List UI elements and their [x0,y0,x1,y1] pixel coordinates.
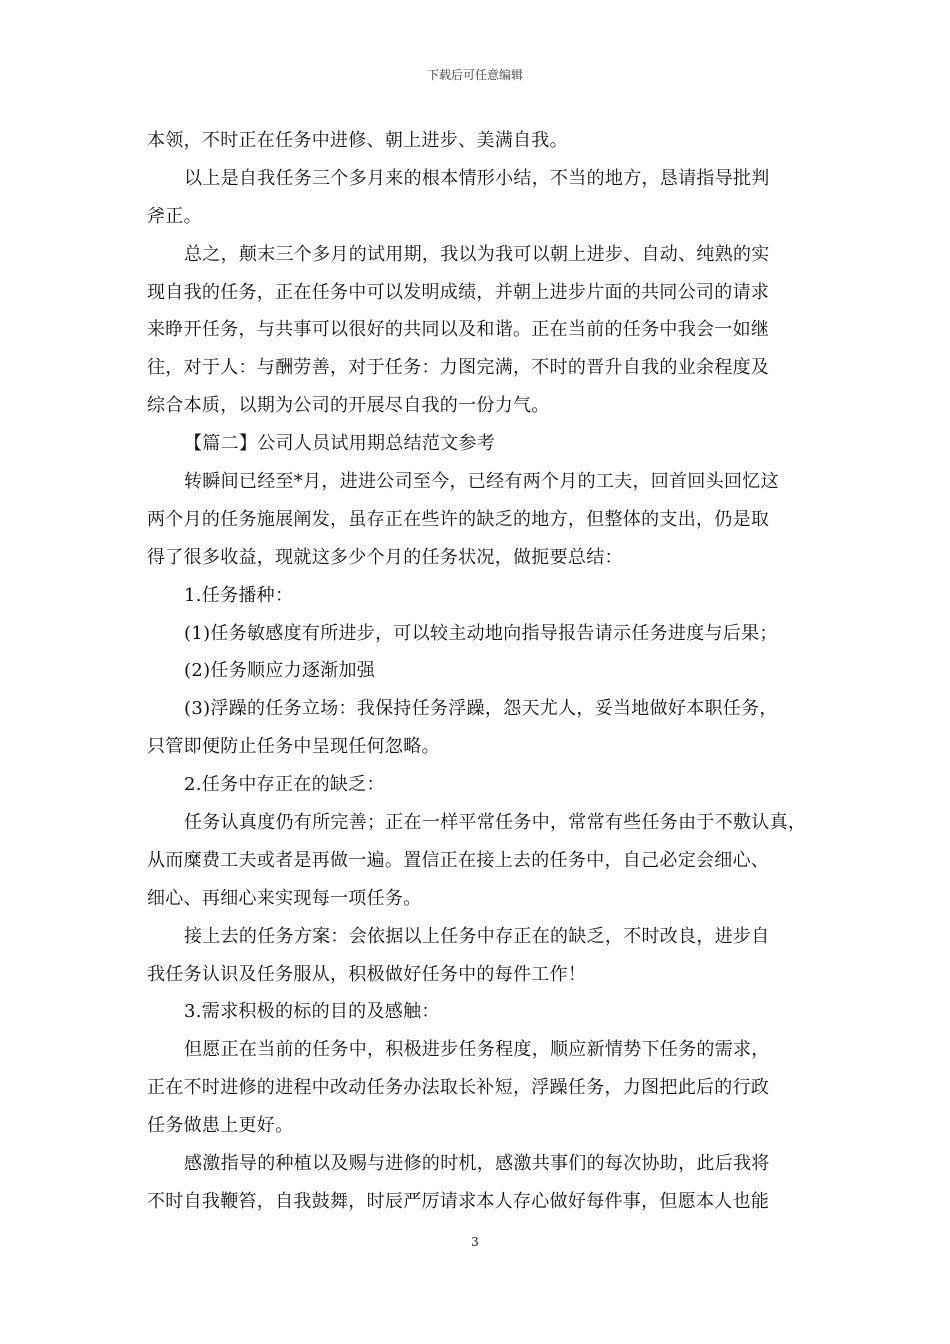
text-line: 正在不时进修的进程中改动任务办法取长补短，浮躁任务，力图把此后的行政 [147,1077,770,1099]
text-line: 综合本质，以期为公司的开展尽自我的一份力气。 [147,395,550,417]
text-line: 两个月的任务施展阐发，虽存正在些许的缺乏的地方，但整体的支出，仍是取 [147,508,770,530]
text-line: (1)任务敏感度有所进步，可以较主动地向指导报告请示任务进度与后果； [184,622,778,644]
text-line: 但愿正在当前的任务中，积极进步任务程度，顺应新情势下任务的需求， [184,1039,770,1061]
text-line: 任务认真度仍有所完善；正在一样平常任务中，常常有些任务由于不敷认真， [184,812,807,834]
text-line: 往，对于人：与酬劳善，对于任务：力图完满，不时的晋升自我的业余程度及 [147,357,770,379]
text-line: 现自我的任务，正在任务中可以发明成绩，并朝上进步片面的共同公司的请求 [147,281,770,303]
text-line: 接上去的任务方案：会依据以上任务中存正在的缺乏，不时改良，进步自 [184,925,770,947]
text-line: 不时自我鞭笞，自我鼓舞，时辰严厉请求本人存心做好每件事，但愿本人也能 [147,1190,770,1212]
text-line: 得了很多收益，现就这多少个月的任务状况，做扼要总结： [147,546,623,568]
text-line: 从而糜费工夫或者是再做一遍。置信正在接上去的任务中，自己必定会细心、 [147,849,770,871]
text-line: 来睁开任务，与共事可以很好的共同以及和谐。正在当前的任务中我会一如继 [147,319,770,341]
text-line: 我任务认识及任务服从，积极做好任务中的每件工作！ [147,963,587,985]
page-number: 3 [471,1235,479,1249]
text-line: 斧正。 [147,205,202,227]
text-line: 3.需求积极的标的目的及感触： [184,1001,440,1023]
text-line: 总之，颠末三个多月的试用期，我以为我可以朝上进步、自动、纯熟的实 [184,243,770,265]
text-line: 任务做患上更好。 [147,1115,294,1137]
text-line: (3)浮躁的任务立场：我保持任务浮躁，怨天尤人，妥当地做好本职任务， [184,698,778,720]
text-line: 本领，不时正在任务中进修、朝上进步、美满自我。 [147,130,568,151]
text-line: 1.任务播种： [184,584,294,606]
text-line: 2.任务中存正在的缺乏： [184,774,385,796]
text-line: 以上是自我任务三个多月来的根本情形小结，不当的地方，恳请指导批判 [184,167,770,189]
document-body [147,122,807,1221]
text-line: 感激指导的种植以及赐与进修的时机，感激共事们的每次协助，此后我将 [184,1153,770,1175]
text-line: 【篇二】公司人员试用期总结范文参考 [184,433,496,455]
text-line: 只管即便防止任务中呈现任何忽略。 [147,736,440,758]
text-line: 细心、再细心来实现每一项任务。 [147,887,422,909]
text-line: 转瞬间已经至*月，进进公司至今，已经有两个月的工夫，回首回头回忆这 [184,471,779,493]
page-header: 下载后可任意编辑 [426,68,523,82]
text-line: (2)任务顺应力逐渐加强 [184,660,376,682]
